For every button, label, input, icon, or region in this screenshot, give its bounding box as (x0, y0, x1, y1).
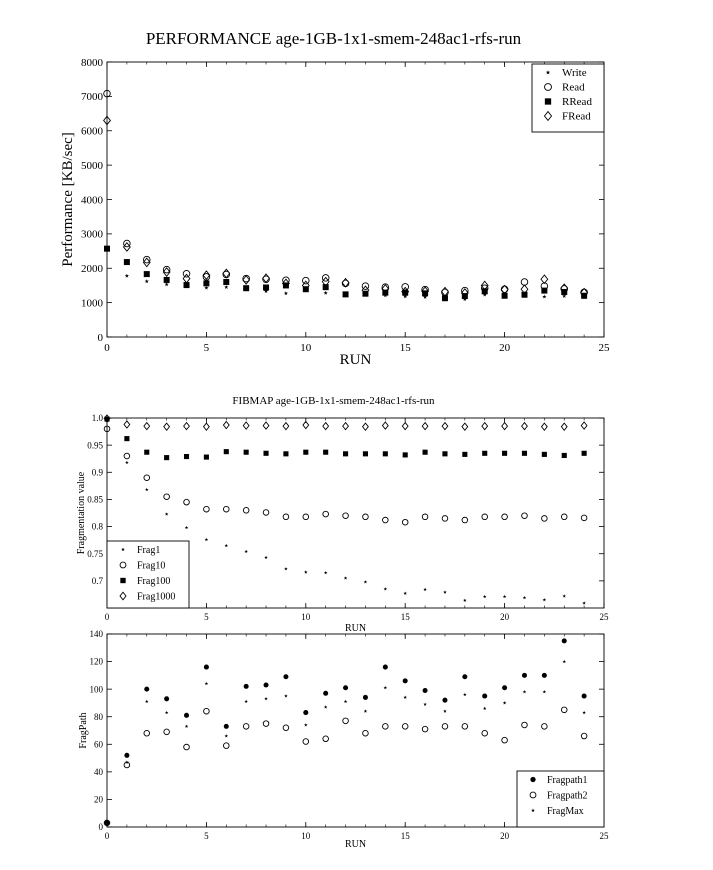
point-frag100 (462, 452, 467, 457)
point-fragmax (125, 760, 129, 763)
point-frag1000 (462, 423, 468, 430)
point-fragpath2 (343, 718, 349, 724)
y-axis-label: Fragmentation value (76, 471, 87, 555)
point-frag1 (582, 601, 586, 604)
point-fragpath2 (422, 726, 428, 732)
y-tick-label: 0.85 (87, 494, 103, 505)
point-fragpath2 (561, 707, 567, 713)
point-frag1000 (343, 423, 349, 430)
point-frag1000 (402, 423, 408, 430)
point-fragmax (443, 709, 447, 712)
point-fragpath1 (303, 710, 308, 715)
point-frag10 (383, 517, 389, 523)
point-frag1 (125, 461, 129, 464)
point-fragpath1 (224, 724, 229, 729)
point-fragmax (543, 690, 547, 693)
point-write (324, 291, 328, 295)
legend-label: FRead (562, 110, 591, 123)
point-fragpath1 (442, 698, 447, 703)
y-tick-label: 120 (89, 656, 103, 667)
point-frag1000 (382, 422, 388, 429)
point-fragpath2 (144, 730, 150, 736)
point-frag1 (145, 488, 149, 491)
chart-panel-1 (60, 29, 610, 368)
y-axis-label: Performance [KB/sec] (60, 132, 76, 267)
point-frag1 (523, 596, 527, 599)
point-fragmax (483, 707, 487, 710)
point-fragpath2 (502, 737, 508, 743)
point-frag10 (502, 514, 508, 520)
x-tick-label: 20 (500, 831, 510, 841)
point-frag1000 (482, 423, 488, 430)
point-fragpath1 (244, 684, 249, 689)
point-frag10 (144, 475, 150, 481)
point-rread (223, 279, 229, 285)
point-fragpath1 (283, 674, 288, 679)
point-frag1000 (144, 423, 150, 430)
point-frag1000 (542, 423, 548, 430)
point-frag1000 (204, 423, 210, 430)
point-fragpath1 (264, 682, 269, 687)
point-fragpath2 (243, 724, 249, 730)
point-fragpath2 (482, 730, 488, 736)
point-frag1000 (323, 423, 329, 430)
x-tick-label: 0 (104, 342, 110, 354)
point-fread (541, 275, 548, 283)
y-tick-label: 0.7 (91, 576, 103, 587)
point-rread (203, 280, 209, 286)
point-frag1 (503, 595, 507, 598)
point-fragmax (463, 693, 467, 696)
point-frag10 (124, 453, 130, 459)
point-frag1000 (243, 422, 249, 429)
point-frag100 (184, 454, 189, 459)
point-frag1 (244, 550, 248, 553)
point-rread (323, 284, 329, 290)
point-fragpath2 (263, 721, 269, 727)
point-fragpath1 (204, 665, 209, 670)
point-frag10 (462, 517, 468, 523)
point-read (143, 256, 150, 263)
point-fragpath1 (323, 691, 328, 696)
point-fragpath1 (542, 673, 547, 678)
point-fragmax (562, 660, 566, 663)
point-frag100 (244, 450, 249, 455)
x-tick-label: 5 (204, 612, 209, 622)
point-frag10 (343, 513, 349, 519)
legend-label: RRead (562, 96, 592, 108)
y-tick-label: 0 (98, 822, 103, 833)
point-frag10 (422, 514, 428, 520)
point-frag1 (483, 595, 487, 598)
point-frag100 (263, 451, 268, 456)
point-fragpath1 (562, 638, 567, 643)
point-frag1 (344, 576, 348, 579)
point-frag1000 (561, 423, 567, 430)
point-fragmax (384, 686, 388, 689)
point-fragmax (423, 702, 427, 705)
legend (107, 541, 189, 608)
point-frag1 (384, 587, 388, 590)
y-tick-label: 0.95 (87, 440, 103, 451)
series-fragmax (105, 660, 586, 826)
y-tick-label: 7000 (81, 91, 103, 104)
point-frag10 (482, 514, 488, 520)
point-frag100 (423, 450, 428, 455)
x-tick-label: 25 (598, 342, 610, 354)
point-frag1000 (263, 422, 269, 429)
point-rread (164, 277, 170, 283)
point-frag100 (582, 451, 587, 456)
legend-label: Frag100 (137, 576, 171, 587)
point-frag100 (542, 452, 547, 457)
point-fragpath1 (522, 673, 527, 678)
point-frag1 (423, 588, 427, 591)
point-fragpath2 (124, 762, 130, 768)
point-fragpath2 (323, 736, 329, 742)
point-frag1 (185, 526, 189, 529)
point-frag10 (303, 514, 309, 520)
legend (532, 64, 604, 132)
legend-label: Read (562, 81, 585, 94)
point-frag10 (442, 516, 448, 522)
point-fragpath2 (542, 724, 548, 730)
point-fragpath1 (144, 687, 149, 692)
y-tick-label: 0.8 (91, 521, 103, 532)
point-frag1000 (363, 423, 369, 430)
point-frag100 (562, 453, 567, 458)
point-frag1 (403, 591, 407, 594)
point-fragmax (324, 705, 328, 708)
point-frag1000 (223, 421, 229, 428)
point-rread (541, 288, 547, 294)
point-frag10 (402, 519, 408, 525)
point-frag1 (562, 594, 566, 597)
point-frag100 (323, 450, 328, 455)
y-axis-label: FragPath (78, 712, 89, 749)
y-tick-label: 2000 (81, 263, 103, 276)
point-frag100 (303, 450, 308, 455)
x-tick-label: 25 (599, 612, 609, 622)
chart-title: FIBMAP age-1GB-1x1-smem-248ac1-rfs-run (232, 395, 435, 407)
point-frag10 (581, 515, 587, 521)
point-fragpath2 (363, 730, 369, 736)
point-fragmax (304, 723, 308, 726)
point-frag100 (224, 449, 229, 454)
y-tick-label: 0.75 (87, 548, 103, 559)
series-frag10 (104, 426, 587, 525)
point-fragmax (344, 700, 348, 703)
x-tick-label: 10 (301, 612, 311, 622)
point-frag100 (442, 451, 447, 456)
x-tick-label: 15 (400, 612, 410, 622)
point-write (125, 274, 129, 278)
point-fragmax (403, 696, 407, 699)
point-fragpath2 (223, 743, 229, 749)
point-fragmax (165, 711, 169, 714)
x-tick-label: 25 (599, 831, 609, 841)
legend-label: Frag1000 (137, 591, 176, 603)
point-frag100 (482, 451, 487, 456)
point-frag1000 (522, 423, 528, 430)
point-frag1 (443, 590, 447, 593)
y-tick-label: 0 (97, 331, 103, 344)
point-write (542, 295, 546, 299)
y-tick-label: 1.0 (91, 413, 103, 424)
point-frag10 (561, 514, 567, 520)
point-frag100 (502, 451, 507, 456)
point-frag1 (225, 544, 229, 547)
point-frag1000 (283, 423, 289, 430)
point-rread (243, 285, 249, 291)
point-frag1000 (581, 422, 587, 429)
y-tick-label: 140 (89, 629, 103, 640)
point-rread (343, 291, 349, 297)
point-fragpath2 (383, 724, 389, 730)
legend-label: Frag1 (137, 545, 161, 556)
point-frag1000 (184, 423, 190, 430)
point-fragpath1 (363, 695, 368, 700)
point-rread (144, 271, 150, 277)
point-frag1000 (502, 423, 508, 430)
x-tick-label: 10 (300, 342, 312, 354)
point-frag10 (542, 516, 548, 522)
point-frag10 (283, 514, 289, 520)
point-frag1 (463, 599, 467, 602)
point-fread (243, 276, 250, 284)
x-tick-label: 20 (500, 612, 510, 622)
x-tick-label: 0 (104, 612, 110, 622)
point-fragmax (205, 682, 209, 685)
point-frag1 (304, 570, 308, 573)
series-rread (104, 246, 587, 302)
point-frag10 (204, 506, 210, 512)
point-fragpath1 (124, 753, 129, 758)
plot-frame (107, 62, 604, 337)
chart-title: PERFORMANCE age-1GB-1x1-smem-248ac1-rfs-run (145, 29, 522, 48)
point-fragmax (503, 701, 507, 704)
y-tick-label: 4000 (81, 194, 103, 207)
point-fragmax (185, 724, 189, 727)
point-fragmax (264, 697, 268, 700)
point-fragpath2 (402, 724, 408, 730)
point-fragmax (523, 690, 527, 693)
legend-label: Fragpath2 (547, 790, 588, 802)
point-frag1 (543, 598, 547, 601)
point-write (224, 285, 228, 289)
point-fragpath1 (164, 696, 169, 701)
x-axis-label: RUN (339, 352, 372, 368)
data-points (104, 638, 587, 825)
legend-marker-rread (545, 98, 551, 104)
point-frag10 (223, 506, 229, 512)
y-tick-label: 60 (94, 739, 103, 750)
point-write (284, 291, 288, 295)
point-rread (263, 285, 269, 291)
point-frag1000 (124, 421, 130, 428)
series-fragpath2 (104, 707, 587, 826)
point-fragpath2 (184, 744, 190, 750)
legend (517, 771, 604, 827)
point-fragpath1 (423, 688, 428, 693)
point-fragmax (244, 700, 248, 703)
point-fragmax (284, 694, 288, 697)
point-frag1 (324, 571, 328, 574)
point-fragpath2 (303, 739, 309, 745)
point-frag1000 (422, 423, 428, 430)
y-tick-label: 1000 (81, 297, 103, 310)
point-frag10 (243, 507, 249, 513)
point-fragpath1 (184, 713, 189, 718)
y-tick-label: 80 (94, 711, 103, 722)
point-frag100 (403, 452, 408, 457)
series-fread (104, 116, 588, 297)
y-tick-label: 8000 (81, 56, 103, 69)
point-frag10 (363, 514, 369, 520)
point-fragpath1 (482, 694, 487, 699)
legend-label: Write (562, 67, 587, 79)
point-rread (104, 246, 110, 252)
point-fragpath2 (283, 725, 289, 731)
point-fragmax (364, 709, 368, 712)
point-frag1000 (164, 423, 170, 430)
x-tick-label: 15 (400, 831, 410, 841)
point-fragpath2 (522, 722, 528, 728)
point-frag100 (204, 455, 209, 460)
point-frag1 (205, 538, 209, 541)
point-fragpath2 (442, 724, 448, 730)
legend-marker-fragpath1 (530, 777, 535, 782)
point-frag10 (323, 511, 329, 517)
point-fragmax (145, 700, 149, 703)
point-rread (124, 259, 130, 265)
point-frag1 (165, 512, 169, 515)
point-frag100 (283, 451, 288, 456)
x-tick-label: 10 (301, 831, 311, 841)
chart-panel-2 (76, 395, 609, 634)
point-frag1000 (442, 423, 448, 430)
point-fragpath1 (502, 685, 507, 690)
x-tick-label: 5 (203, 342, 210, 354)
point-frag100 (124, 436, 129, 441)
point-frag10 (184, 499, 190, 505)
y-tick-label: 0.9 (91, 467, 103, 478)
series-read (104, 90, 588, 295)
point-frag100 (363, 451, 368, 456)
point-fragpath2 (462, 724, 468, 730)
data-points (104, 90, 588, 301)
point-fragmax (225, 734, 229, 737)
legend-label: FragMax (547, 806, 584, 817)
x-tick-label: 5 (204, 831, 209, 841)
point-frag1 (364, 580, 368, 583)
y-tick-label: 100 (89, 684, 103, 695)
point-fragpath2 (164, 729, 170, 735)
x-axis-label: RUN (344, 839, 367, 850)
y-tick-label: 20 (94, 794, 103, 805)
point-fragpath2 (581, 733, 587, 739)
point-fragpath1 (383, 665, 388, 670)
y-tick-label: 6000 (81, 125, 103, 138)
point-write (145, 279, 149, 283)
point-rread (521, 292, 527, 298)
point-fragpath1 (582, 694, 587, 699)
y-tick-label: 5000 (81, 159, 103, 172)
x-tick-label: 0 (104, 831, 110, 841)
point-frag100 (144, 450, 149, 455)
series-fragpath1 (104, 638, 586, 825)
series-frag1000 (104, 415, 587, 430)
point-frag10 (164, 494, 170, 500)
point-frag1 (284, 567, 288, 570)
point-fragpath1 (343, 685, 348, 690)
y-tick-label: 40 (94, 767, 103, 778)
legend-label: Fragpath1 (547, 775, 588, 786)
x-tick-label: 15 (399, 342, 411, 354)
y-tick-label: 3000 (81, 228, 103, 241)
legend-marker-frag100 (120, 578, 125, 583)
point-frag100 (343, 451, 348, 456)
point-frag10 (522, 513, 528, 519)
point-frag1 (264, 556, 268, 559)
x-axis-label: RUN (344, 623, 367, 634)
x-tick-label: 20 (499, 342, 511, 354)
legend-label: Frag10 (137, 560, 166, 572)
point-fragpath1 (403, 678, 408, 683)
point-frag100 (164, 455, 169, 460)
point-frag100 (522, 451, 527, 456)
chart-panel-3 (78, 629, 609, 850)
point-frag100 (383, 451, 388, 456)
point-fragpath2 (204, 708, 210, 714)
point-fragmax (582, 711, 586, 714)
point-fragpath1 (462, 674, 467, 679)
point-frag10 (263, 510, 269, 516)
